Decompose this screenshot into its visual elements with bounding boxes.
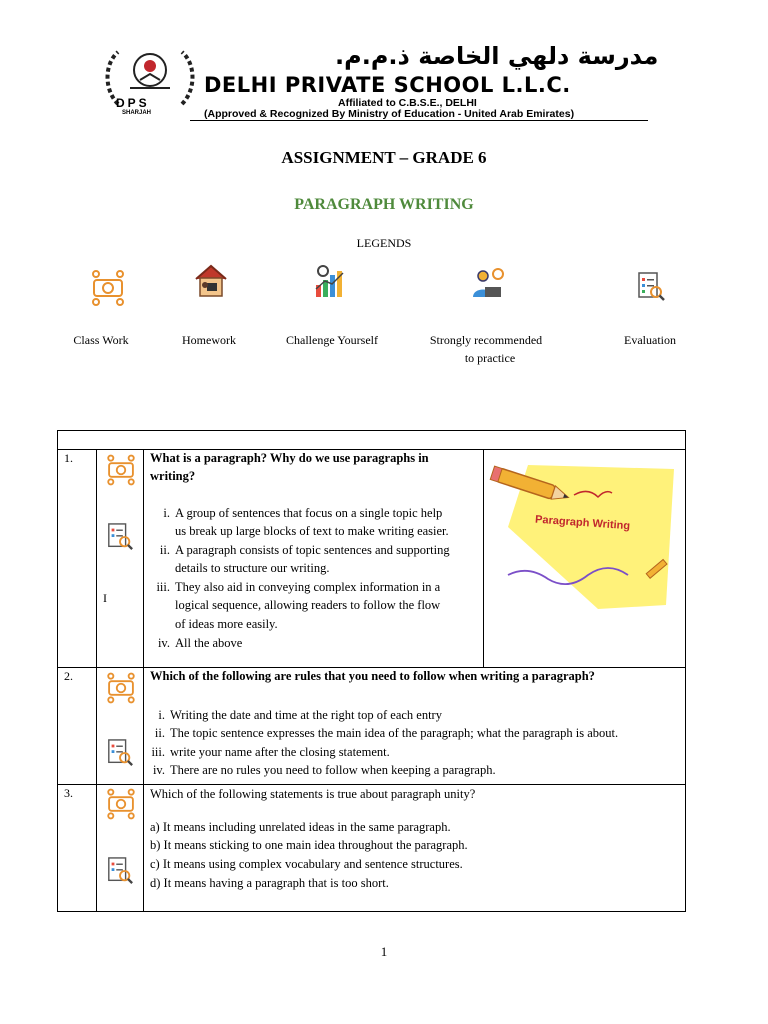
document-magnifier-icon: [106, 521, 134, 553]
group-work-icon: [88, 268, 128, 308]
question-number: 2.: [64, 669, 73, 683]
answer-option: iv. There are no rules you need to follow when keeping a paragraph.: [152, 763, 496, 777]
legend-label-recommended-line2: to practice: [464, 351, 516, 365]
legend-label-homework: Homework: [182, 333, 236, 347]
legend-label-class-work: Class Work: [73, 333, 129, 347]
table-column-divider: [96, 449, 97, 911]
answer-option-cont: logical sequence, allowing readers to follow the flow: [175, 598, 441, 612]
question-table: [57, 430, 686, 912]
answer-option: iii. write your name after the closing statement.: [151, 745, 390, 759]
question-prompt: What is a paragraph? Why do we use paragraphs in: [150, 451, 429, 465]
logo-subtext: SHARJAH: [122, 110, 152, 116]
answer-option: i. A group of sentences that focus on a single topic help: [163, 506, 443, 520]
group-work-icon: [104, 787, 138, 821]
answer-option: c) It means using complex vocabulary and sentence structures.: [150, 857, 463, 871]
person-laptop-icon: [469, 267, 505, 301]
legends-title: LEGENDS: [356, 236, 412, 250]
legend-label-evaluation: Evaluation: [624, 333, 676, 347]
answer-option-cont: us break up large blocks of text to make writing easier.: [175, 524, 449, 538]
topic-title: PARAGRAPH WRITING: [294, 196, 474, 213]
assignment-title: ASSIGNMENT – GRADE 6: [281, 148, 487, 167]
house-laptop-icon: [194, 263, 228, 299]
table-column-divider: [483, 449, 484, 667]
group-work-icon: [104, 453, 138, 487]
answer-option: d) It means having a paragraph that is too short.: [150, 876, 389, 890]
illustration-caption: Paragraph Writing: [534, 513, 631, 533]
group-work-icon: [104, 671, 138, 705]
school-name-arabic: مدرسة دلهي الخاصة ذ.م.م.: [335, 42, 659, 70]
school-crest-logo: [100, 46, 200, 112]
legend-label-recommended: Strongly recommended: [429, 333, 543, 347]
school-name: DELHI PRIVATE SCHOOL L.L.C.: [204, 73, 571, 97]
document-magnifier-icon: [106, 855, 134, 887]
answer-option-cont: of ideas more easily.: [175, 617, 278, 631]
answer-option: b) It means sticking to one main idea throughout the paragraph.: [150, 838, 468, 852]
logo-text: DPS: [116, 96, 150, 110]
legend-label-challenge: Challenge Yourself: [286, 333, 378, 347]
approval-text: (Approved & Recognized By Ministry of Education - United Arab Emirates): [204, 108, 575, 120]
table-column-divider: [143, 449, 144, 911]
question-number: 1.: [64, 451, 73, 465]
side-mark: I: [103, 591, 107, 605]
answer-option: iv. All the above: [157, 636, 243, 650]
paragraph-writing-illustration: [488, 457, 678, 613]
question-prompt-line2: writing?: [150, 469, 196, 483]
answer-option: ii. The topic sentence expresses the main idea of the paragraph; what the paragraph is about.: [154, 726, 619, 740]
school-header: [100, 42, 659, 122]
header-divider: [190, 120, 648, 121]
document-magnifier-icon: [636, 271, 666, 303]
chart-gear-icon: [313, 263, 347, 299]
answer-option: a) It means including unrelated ideas in the same paragraph.: [150, 820, 451, 834]
page-number: 1: [380, 944, 388, 959]
answer-option: iii. They also aid in conveying complex information in a: [156, 580, 441, 594]
document-magnifier-icon: [106, 737, 134, 769]
affiliation-text: Affiliated to C.B.S.E., DELHI: [338, 97, 477, 109]
answer-option: ii. A paragraph consists of topic sentences and supporting: [159, 543, 450, 557]
question-number: 3.: [64, 786, 73, 800]
question-prompt: Which of the following are rules that you need to follow when writing a paragraph?: [150, 669, 595, 683]
question-prompt: Which of the following statements is true about paragraph unity?: [150, 787, 476, 801]
answer-option-cont: details to structure our writing.: [175, 561, 330, 575]
answer-option: i. Writing the date and time at the right top of each entry: [158, 708, 442, 722]
